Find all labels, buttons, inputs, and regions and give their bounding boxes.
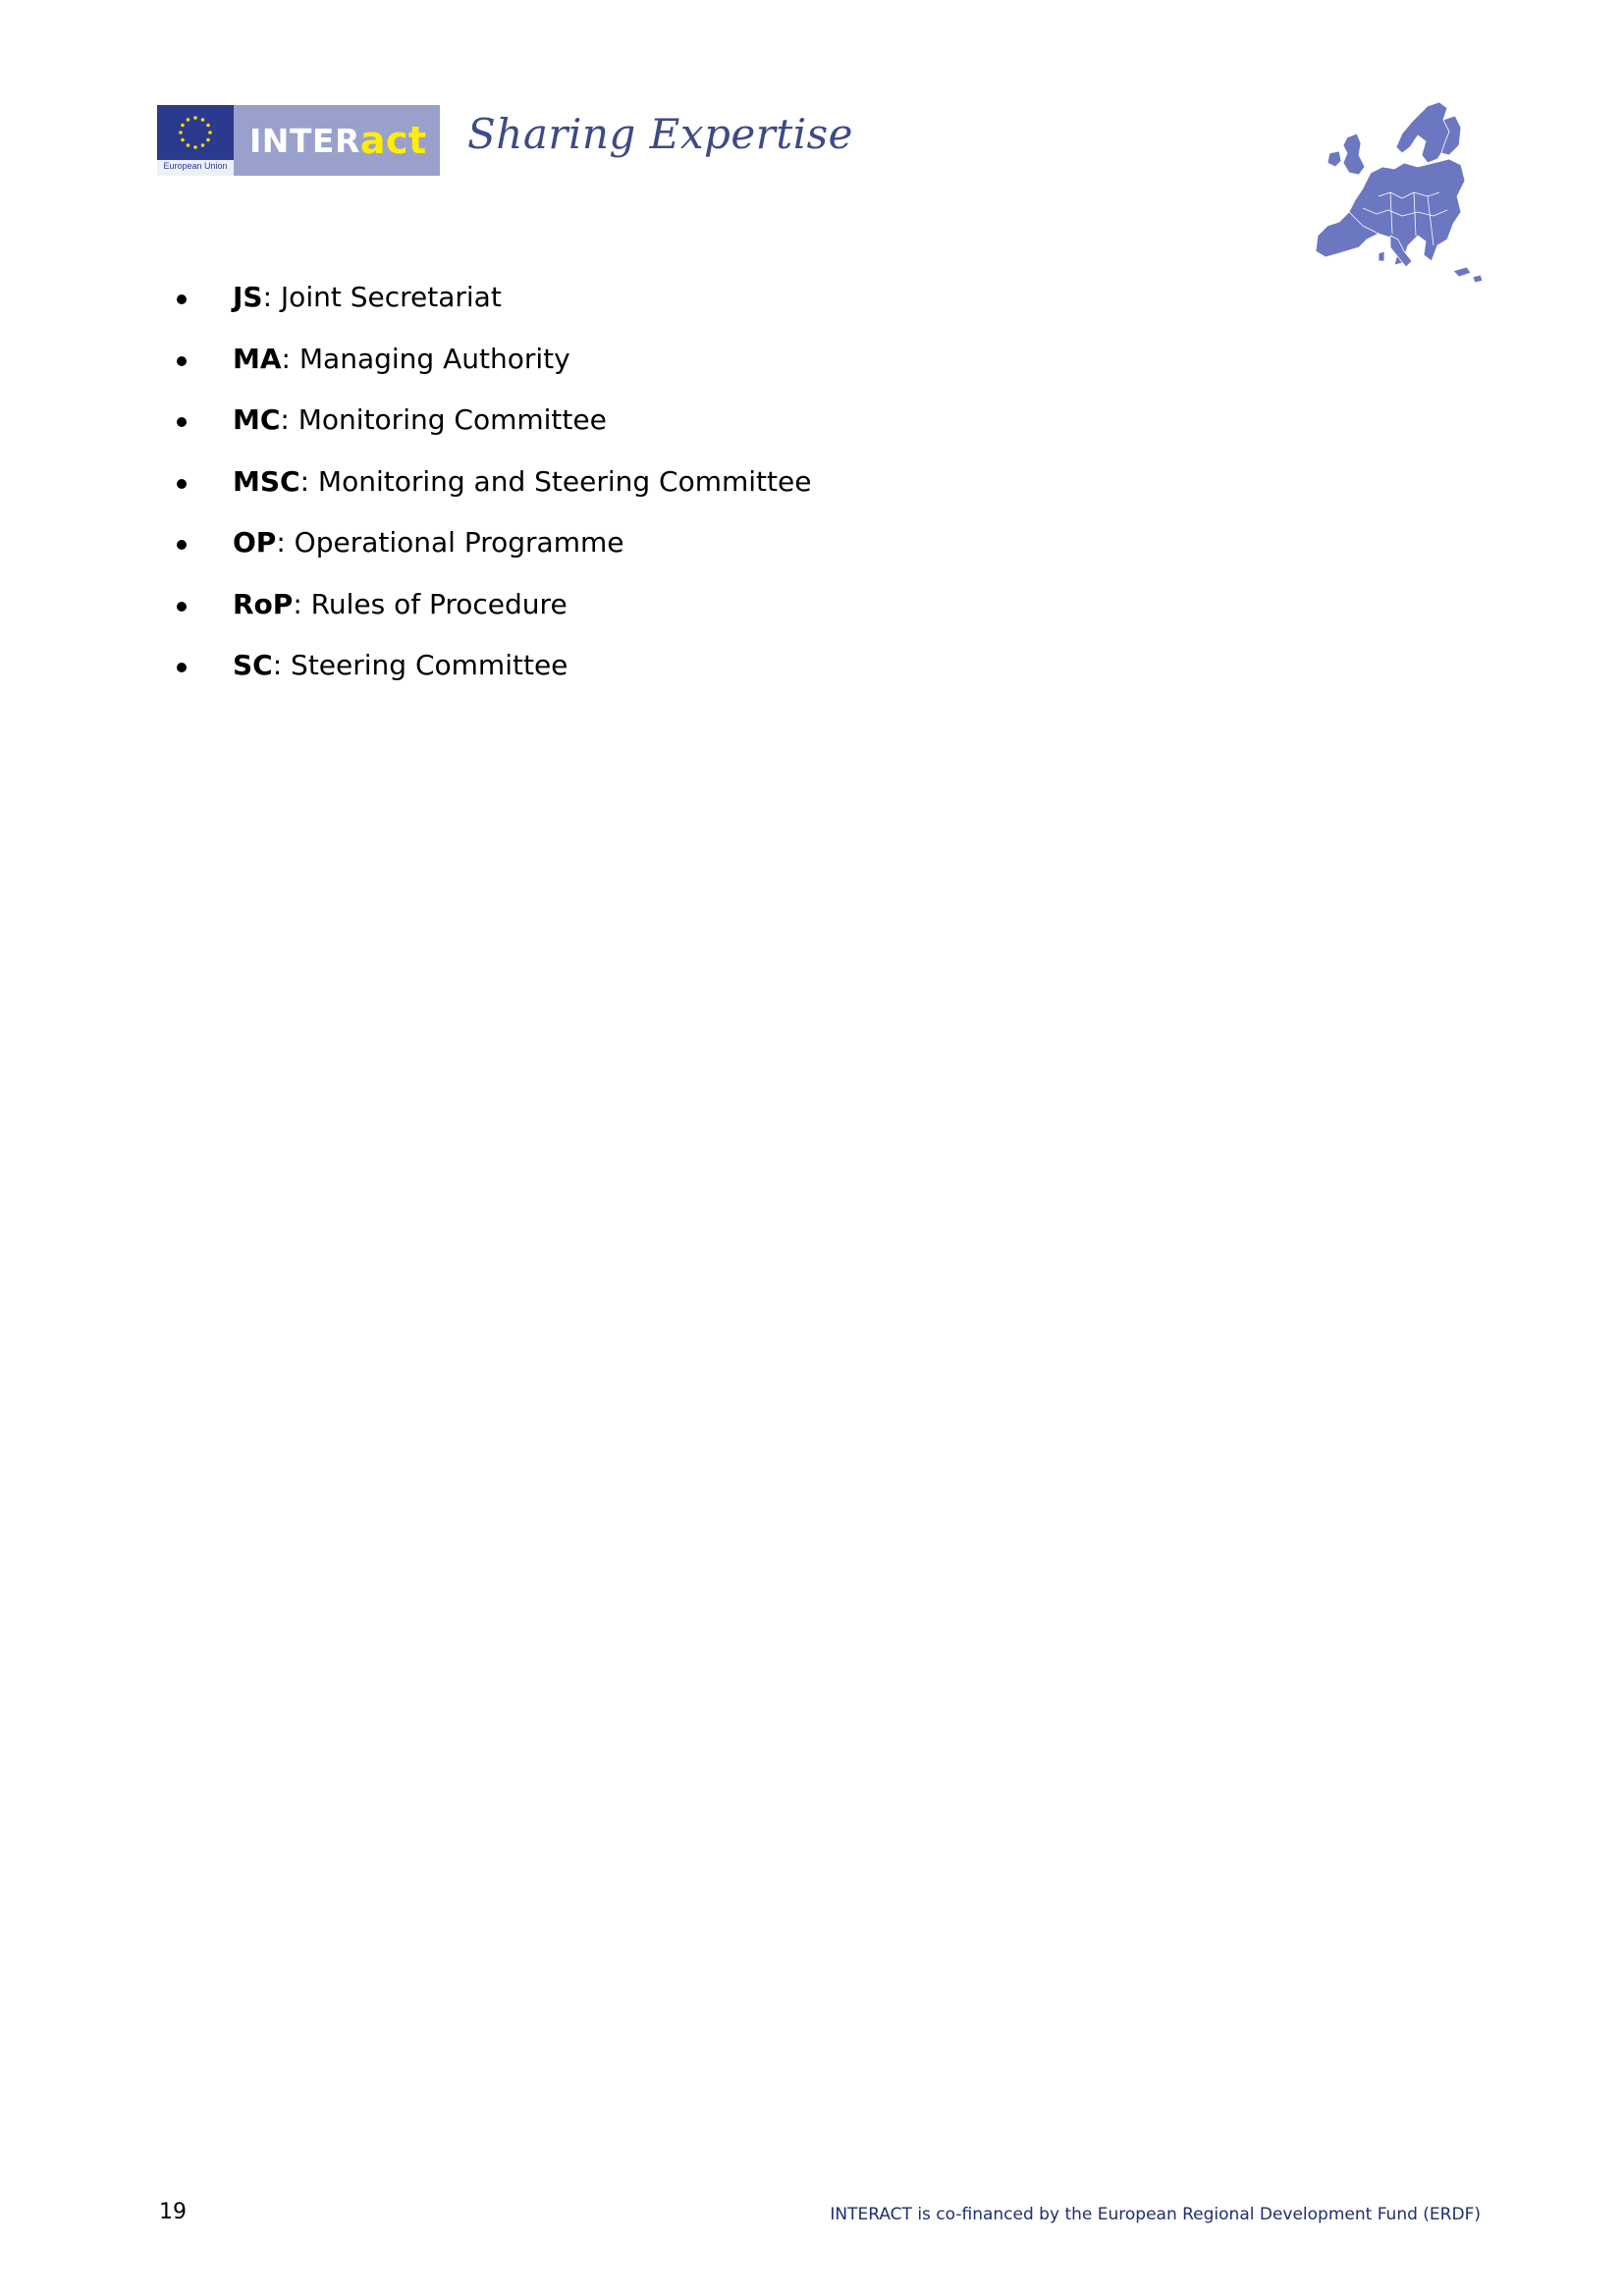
list-item xyxy=(167,339,811,400)
bullet-icon xyxy=(177,356,187,366)
interact-logo xyxy=(157,105,440,176)
page-number: 19 xyxy=(159,2200,187,2224)
eu-stars-icon xyxy=(157,105,234,160)
abbreviation-term: RoP xyxy=(233,587,294,620)
abbreviation-definition: : Monitoring and Steering Committee xyxy=(299,464,812,498)
bullet-icon xyxy=(177,663,187,672)
funding-note: INTERACT is co-financed by the European Regional Development Fund (ERDF) xyxy=(830,2205,1481,2224)
list-item xyxy=(167,645,811,707)
bullet-icon xyxy=(177,479,187,489)
list-item xyxy=(167,461,811,523)
list-item xyxy=(167,400,811,461)
tagline: Sharing Expertise xyxy=(467,110,854,158)
abbreviation-term: MC xyxy=(233,403,281,436)
abbreviation-definition: : Operational Programme xyxy=(276,526,624,559)
abbreviation-definition: : Steering Committee xyxy=(272,649,568,681)
eu-label: European Union xyxy=(163,161,228,171)
abbreviation-term: MA xyxy=(233,342,282,375)
bullet-icon xyxy=(177,540,187,550)
abbreviation-definition: : Managing Authority xyxy=(281,342,570,375)
abbreviation-term: SC xyxy=(233,649,273,681)
list-item xyxy=(167,277,811,339)
brand-name-main: INTER xyxy=(249,121,360,160)
abbreviation-term: OP xyxy=(233,526,277,559)
bullet-icon xyxy=(177,294,187,304)
list-item xyxy=(167,584,811,646)
abbreviation-definition: : Monitoring Committee xyxy=(280,403,607,436)
abbreviation-definition: : Joint Secretariat xyxy=(262,281,502,313)
abbreviation-definition: : Rules of Procedure xyxy=(293,587,568,620)
europe-map-icon xyxy=(1280,98,1489,285)
list-item xyxy=(167,522,811,584)
eu-flag-icon xyxy=(157,105,234,160)
abbreviation-term: MSC xyxy=(233,464,300,498)
abbreviation-term: JS xyxy=(233,281,263,313)
bullet-icon xyxy=(177,602,187,612)
brand-name xyxy=(234,105,440,176)
eu-flag-logo xyxy=(157,105,234,176)
brand-name-accent: act xyxy=(359,119,427,162)
bullet-icon xyxy=(177,417,187,427)
abbreviation-list xyxy=(167,277,811,707)
